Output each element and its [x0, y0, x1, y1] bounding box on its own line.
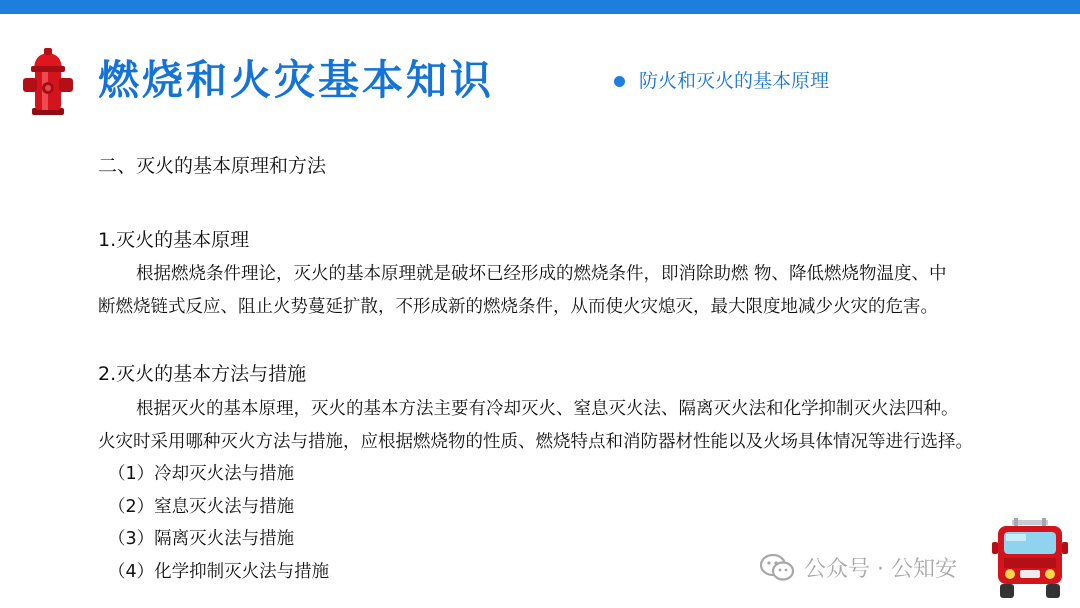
- list-item: （4）化学抑制灭火法与措施: [108, 561, 330, 582]
- principle-paragraph: [98, 258, 998, 324]
- watermark-text: 公众号 · 公知安: [804, 557, 957, 582]
- wechat-icon: [760, 554, 794, 582]
- watermark: [760, 552, 957, 583]
- methods-line-1: 根据灭火的基本原理，灭火的基本方法主要有冷却灭火、窒息灭火法、隔离灭火法和化学抑制灭火法四种。: [136, 399, 959, 419]
- list-item: （3）隔离灭火法与措施: [108, 529, 295, 549]
- top-accent-bar: [0, 0, 1080, 14]
- list-item: （1）冷却灭火法与措施: [108, 464, 295, 484]
- list-item: （2）窒息灭火法与措施: [108, 496, 295, 517]
- subtitle-group: [614, 68, 829, 94]
- methods-paragraph: [98, 393, 998, 459]
- subheading-methods: 2.灭火的基本方法与措施: [98, 363, 307, 385]
- methods-line-2: 火灾时采用哪种灭火方法与措施，应根据燃烧物的性质、燃烧特点和消防器材性能以及火场具体情况等进行选择。: [98, 432, 973, 452]
- principle-line-1: 根据燃烧条件理论，灭火的基本原理就是破坏已经形成的燃烧条件，即消除助燃 物、降低燃烧物温度、中: [136, 264, 947, 284]
- subtitle: 防火和灭火的基本原理: [639, 70, 830, 92]
- subheading-principle: 1.灭火的基本原理: [98, 229, 250, 251]
- principle-line-2: 断燃烧链式反应、阻止火势蔓延扩散，不形成新的燃烧条件，从而使火灾熄灭，最大限度地减少火灾的危害。: [98, 297, 938, 317]
- section-heading: 二、灭火的基本原理和方法: [98, 155, 327, 177]
- page-title: 燃烧和火灾基本知识: [98, 56, 494, 104]
- fire-truck-icon: [990, 518, 1070, 600]
- bullet-dot-icon: [614, 76, 625, 87]
- method-list: [108, 458, 329, 588]
- fire-hydrant-icon: [22, 48, 74, 116]
